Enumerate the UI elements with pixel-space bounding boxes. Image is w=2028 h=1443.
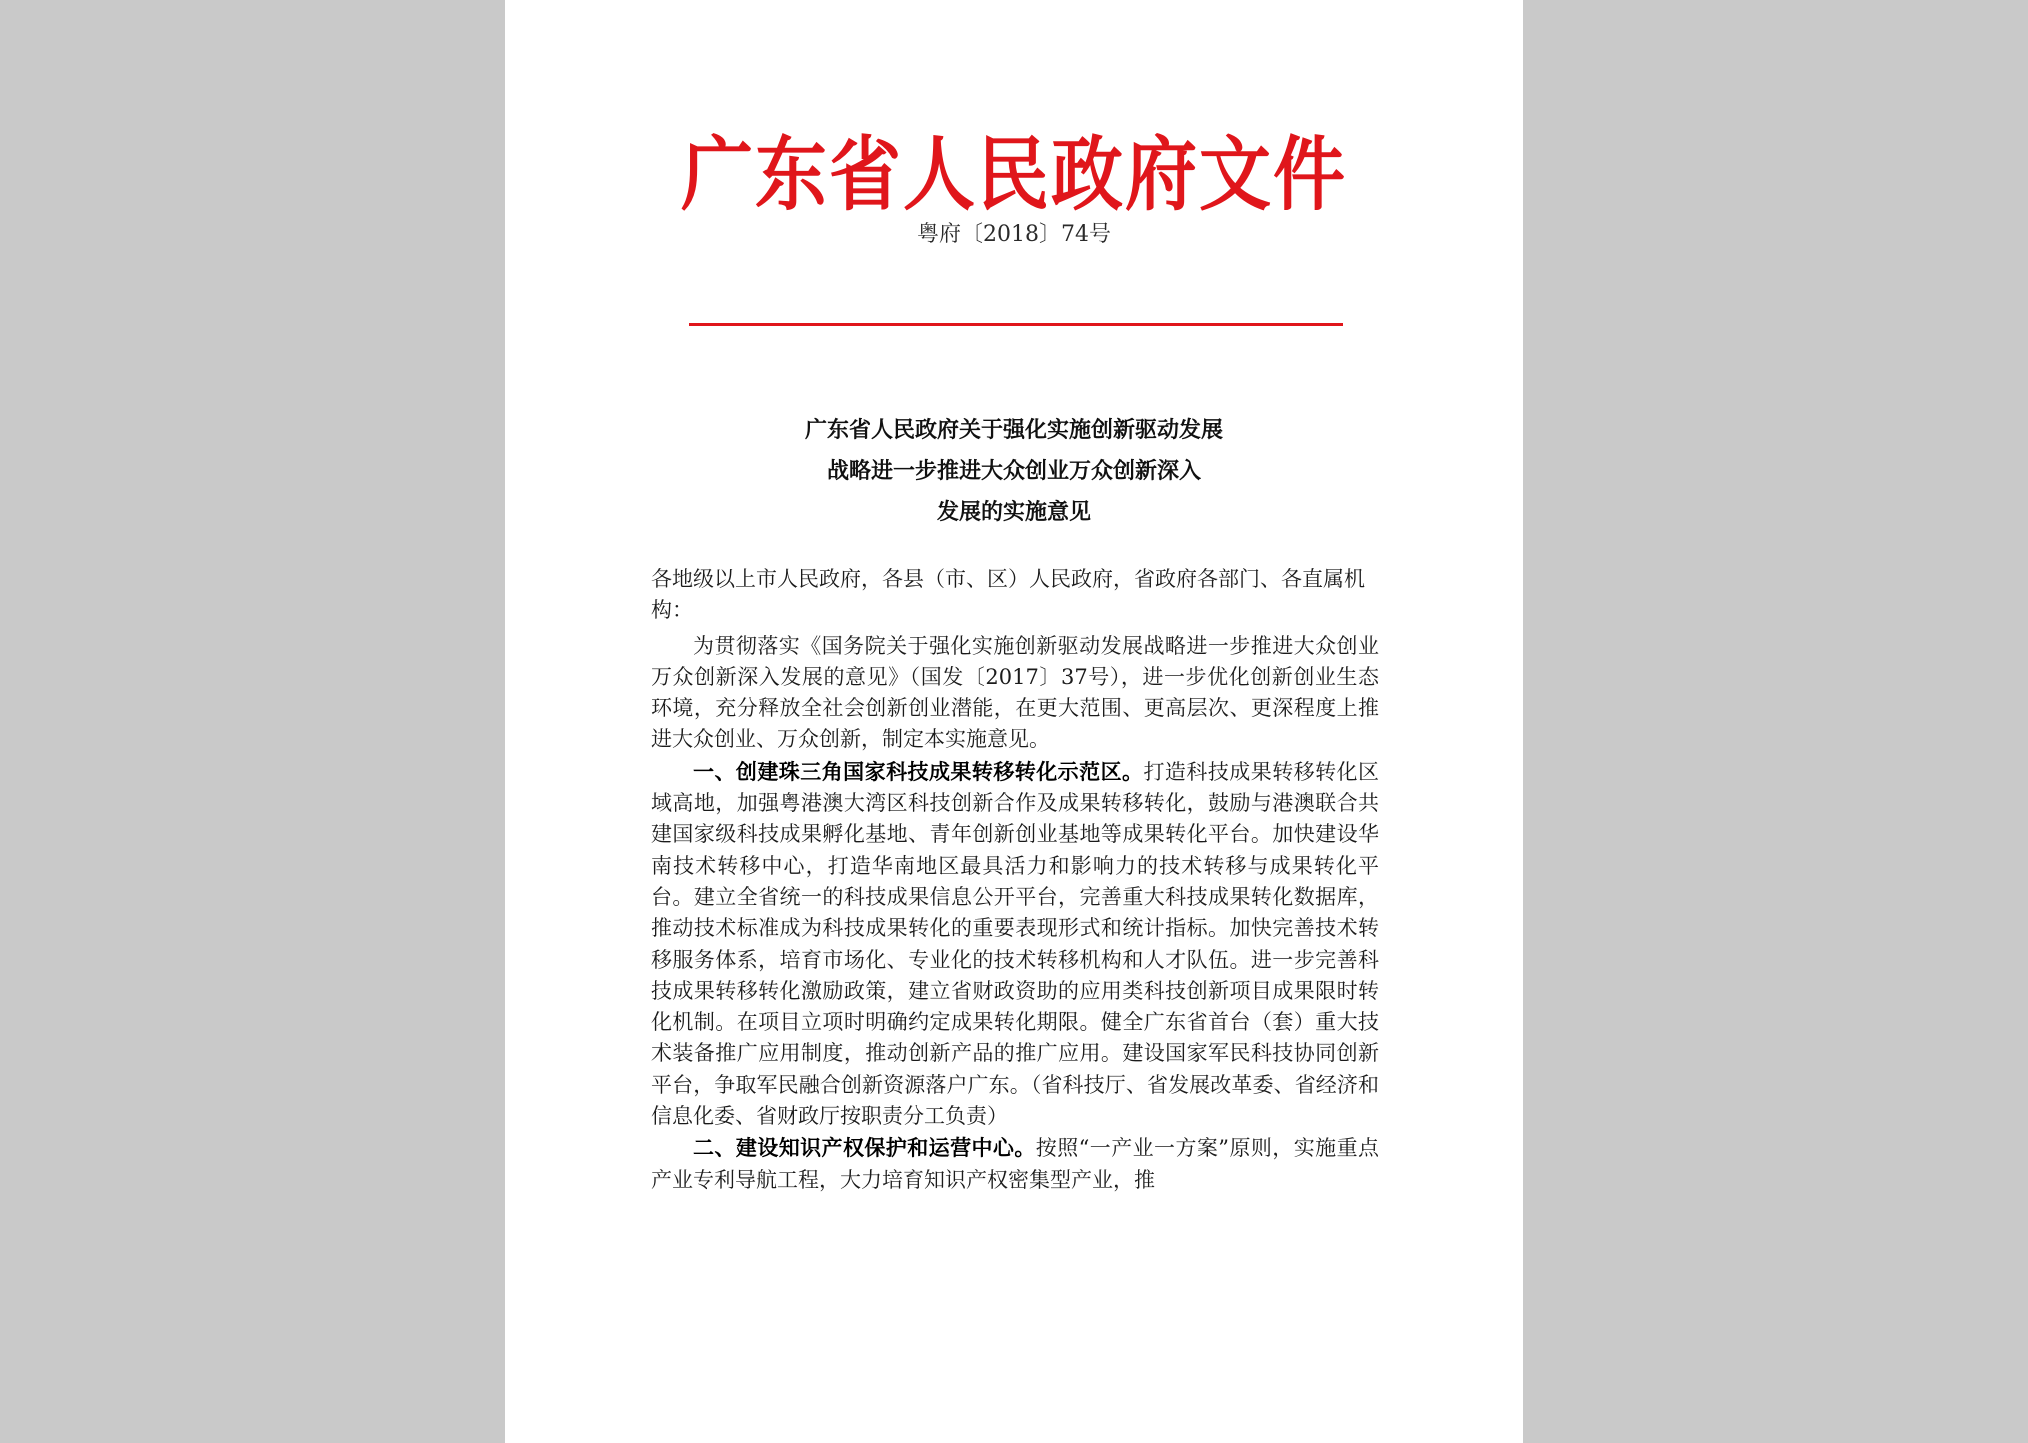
title-line: 广东省人民政府关于强化实施创新驱动发展 xyxy=(804,417,1223,443)
document-title xyxy=(505,410,1523,533)
paragraph-text: 打造科技成果转移转化区域高地，加强粤港澳大湾区科技创新合作及成果转移转化，鼓励与港澳联合共建国家级科技成果孵化基地、青年创新创业基地等成果转化平台。加快建设华南技术转移中心，打造华南地区最具活力和影响力的技术转移与成果转化平台。建立全省统一的科技成果信息公开平台，完善重大科技成果转化数据库，推动技术标准成为科技成果转化的重要表现形式和统计指标。加快完善技术转移服务体系，培育市场化、专业化的技术转移机构和人才队伍。进一步完善科技成果转移转化激励政策，建立省财政资助的应用类科技创新项目成果限时转化机制。在项目立项时明确约定成果转化期限。健全广东省首台（套）重大技术装备推广应用制度，推动创新产品的推广应用。建设国家军民科技协同创新平台，争取军民融合创新资源落户广东。（省科技厅、省发展改革委、省经济和信息化委、省财政厅按职责分工负责） xyxy=(651,759,1379,1129)
red-separator-line xyxy=(689,323,1343,326)
document-number: 粤府〔2018〕74号 xyxy=(917,222,1111,247)
paragraph-section-2 xyxy=(651,1132,1379,1196)
paragraph-text: 按照“一产业一方案”原则，实施重点产业专利导航工程，大力培育知识产权密集型产业，推 xyxy=(651,1136,1379,1192)
title-line: 战略进一步推进大众创业万众创新深入 xyxy=(826,458,1201,484)
title-line: 发展的实施意见 xyxy=(936,499,1091,525)
section-heading: 一、创建珠三角国家科技成果转移转化示范区。 xyxy=(693,758,1144,784)
paragraph-section-1 xyxy=(651,756,1379,1133)
document-page xyxy=(505,0,1523,1443)
addressee: 各地级以上市人民政府，各县（市、区）人民政府，省政府各部门、各直属机构： xyxy=(651,567,1365,623)
masthead-title: 广东省人民政府文件 xyxy=(680,127,1347,222)
paragraph-text: 为贯彻落实《国务院关于强化实施创新驱动发展战略进一步推进大众创业万众创新深入发展的意见》（国发〔2017〕37号），进一步优化创新创业生态环境，充分释放全社会创新创业潜能，在更大范围、更高层次、更深程度上推进大众创业、万众创新，制定本实施意见。 xyxy=(651,633,1379,752)
document-body xyxy=(651,564,1379,1196)
section-heading: 二、建设知识产权保护和运营中心。 xyxy=(693,1135,1036,1161)
paragraph-intro xyxy=(651,631,1379,756)
